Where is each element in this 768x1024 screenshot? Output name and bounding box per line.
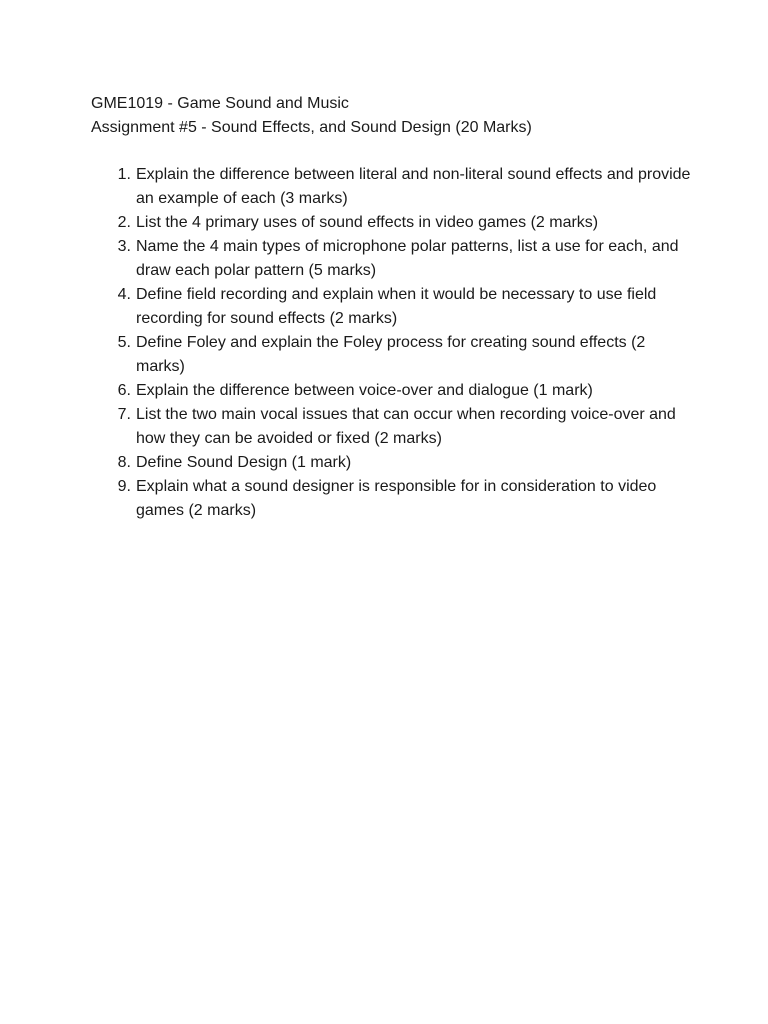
question-number: 8. — [117, 454, 131, 471]
question-item-1 — [91, 163, 691, 211]
question-text: Explain the difference between literal and non-literal sound effects and provide an example of each (3 marks) — [136, 166, 691, 207]
question-number: 5. — [117, 334, 131, 351]
question-text: Define Foley and explain the Foley process for creating sound effects (2 marks) — [136, 334, 646, 375]
course-title: GME1019 - Game Sound and Music — [91, 95, 349, 112]
question-item-2 — [91, 211, 691, 235]
question-item-5 — [91, 331, 691, 379]
question-text: List the two main vocal issues that can occur when recording voice-over and how they can be avoided or fixed (2 marks) — [136, 406, 676, 447]
question-item-4 — [91, 283, 691, 331]
question-text: List the 4 primary uses of sound effects in video games (2 marks) — [136, 214, 599, 231]
assignment-title: Assignment #5 - Sound Effects, and Sound Design (20 Marks) — [91, 119, 532, 136]
question-item-9 — [91, 475, 691, 523]
question-item-7 — [91, 403, 691, 451]
question-number: 3. — [117, 238, 131, 255]
question-text: Define Sound Design (1 mark) — [136, 454, 352, 471]
question-text: Name the 4 main types of microphone polar patterns, list a use for each, and draw each polar pattern (5 marks) — [136, 238, 679, 279]
question-number: 4. — [117, 286, 131, 303]
question-number: 1. — [117, 166, 131, 183]
document-header — [91, 92, 711, 140]
question-item-6 — [91, 379, 691, 403]
question-item-8 — [91, 451, 691, 475]
question-list — [91, 163, 691, 523]
question-item-3 — [91, 235, 691, 283]
question-text: Define field recording and explain when it would be necessary to use field recording for sound effects (2 marks) — [136, 286, 657, 327]
question-number: 7. — [117, 406, 131, 423]
question-text: Explain the difference between voice-over and dialogue (1 mark) — [136, 382, 593, 399]
question-number: 6. — [117, 382, 131, 399]
question-number: 9. — [117, 478, 131, 495]
question-number: 2. — [117, 214, 131, 231]
question-text: Explain what a sound designer is responsible for in consideration to video games (2 marks) — [136, 478, 657, 519]
